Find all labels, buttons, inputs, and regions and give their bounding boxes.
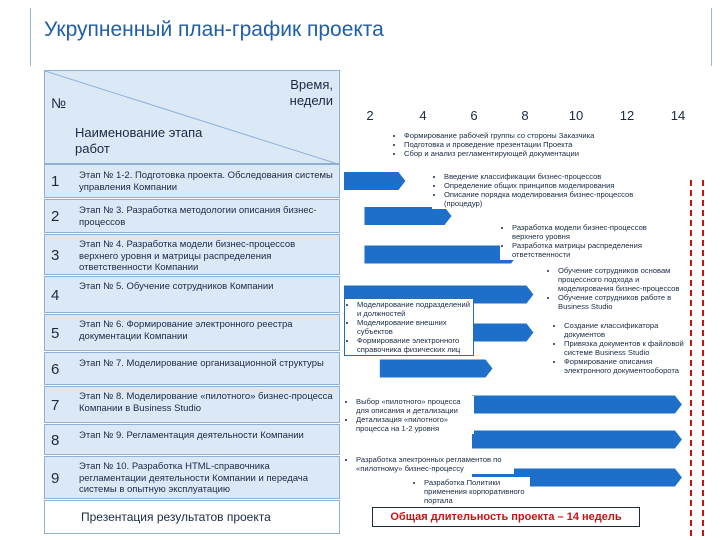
stage-number: 5	[51, 324, 60, 342]
note-item: • Разработка электронных регламентов по «пилотному» бизнес-процессу	[356, 455, 511, 473]
stage-number: 1	[51, 173, 60, 190]
note-stage-7	[344, 396, 474, 434]
note-stage-2	[432, 171, 644, 209]
deadline-line-right	[702, 180, 704, 536]
note-item: • Разработка матрицы распределения ответственности	[512, 241, 667, 259]
note-item: • Описание порядка моделирования бизнес-процессов (процедур)	[444, 190, 641, 208]
note-item: • Привязка документов к файловой системе Business Studio	[564, 339, 685, 357]
note-stage-8	[344, 454, 514, 474]
header-name-label: Наименование этапа работ	[75, 125, 203, 156]
week-label: 8	[521, 108, 529, 123]
note-stage-5	[344, 298, 474, 356]
note-item: • Детализация «пилотного» процесса на 1-2 уровня	[356, 415, 471, 433]
gantt-bar-stage-3	[364, 246, 518, 264]
stage-number: 3	[51, 246, 60, 264]
note-item: • Обучение сотрудников работе в Business Studio	[558, 293, 683, 311]
stage-title: Этап № 10. Разработка HTML-справочника регламентации деятельности Компании и передача системы в опытную эксплуатацию	[79, 461, 309, 495]
stage-number: 4	[51, 286, 60, 304]
note-item: • Создание классификатора документов	[564, 321, 685, 339]
stage-number: 7	[51, 396, 60, 414]
note-item: • Формирование рабочей группы со стороны Заказчика	[404, 131, 639, 140]
stage-title: Этап № 3. Разработка методологии описания бизнес-процессов	[79, 205, 317, 228]
week-label: 10	[568, 108, 584, 123]
note-item: • Введение классификации бизнес-процессов	[444, 172, 641, 181]
stage-title: Этап № 6. Формирование электронного реестра документации Компании	[79, 319, 293, 342]
gantt-bar-stage-8	[472, 431, 682, 449]
gantt-bar-stage-1	[344, 172, 405, 190]
note-item: • Моделирование внешних субъектов	[357, 318, 470, 336]
stage-number: 6	[51, 360, 60, 378]
stage-title: Этап № 1-2. Подготовка проекта. Обследования системы управления Компании	[79, 170, 333, 193]
note-item: • Определение общих принципов моделирования	[444, 181, 641, 190]
note-item: • Разработка модели бизнес-процессов верхнего уровня	[512, 223, 667, 241]
week-label: 12	[619, 108, 635, 123]
gantt-bar-stage-2	[364, 207, 451, 225]
stage-title: Этап № 7. Моделирование организационной структуры	[79, 358, 324, 369]
week-label: 6	[470, 108, 478, 123]
header-number-label: №	[51, 95, 67, 111]
stage-title: Этап № 9. Регламентация деятельности Компании	[79, 430, 304, 441]
header-time-label: Время, недели	[289, 77, 333, 108]
note-item: • Подготовка и проведение презентации Проекта	[404, 140, 639, 149]
stage-title: Этап № 4. Разработка модели бизнес-процессов верхнего уровня и матрицы распределения ответственности Компании	[79, 239, 296, 273]
note-stage-6	[552, 320, 688, 376]
note-item: • Выбор «пилотного» процесса для описания и детализации	[356, 397, 471, 415]
week-label: 2	[366, 108, 374, 123]
page-title: Укрупненный план-график проекта	[44, 18, 384, 41]
note-stage-1	[392, 130, 642, 159]
week-label: 14	[670, 108, 686, 123]
stage-number: 8	[51, 431, 60, 449]
presentation-label: Презентация результатов проекта	[81, 510, 271, 524]
note-item: • Сбор и анализ регламентирующей документации	[404, 149, 639, 158]
stage-number: 9	[51, 469, 60, 487]
week-label: 4	[419, 108, 427, 123]
stage-title: Этап № 8. Моделирование «пилотного» бизнес-процесса Компании в Business Studio	[79, 391, 333, 414]
note-item: • Обучение сотрудников основам процессного подхода и моделирования бизнес-процессов	[558, 266, 683, 293]
total-duration-label: Общая длительность проекта – 14 недель	[372, 507, 640, 527]
gantt-bar-stage-7	[472, 396, 682, 414]
note-item: • Моделирование подразделений и должностей	[357, 300, 470, 318]
note-item: • Разработка Политики применения корпоративного портала	[424, 478, 527, 505]
note-item: • Формирование описания электронного документооборота	[564, 357, 685, 375]
deadline-line-left	[690, 180, 692, 536]
note-stage-4	[546, 265, 686, 312]
stage-number: 2	[51, 208, 60, 225]
note-stage-9	[412, 477, 530, 506]
note-stage-3	[500, 222, 670, 260]
stage-title: Этап № 5. Обучение сотрудников Компании	[79, 281, 274, 292]
note-item: • Формирование электронного справочника физических лиц	[357, 336, 470, 354]
gantt-bar-stage-6	[380, 360, 493, 378]
